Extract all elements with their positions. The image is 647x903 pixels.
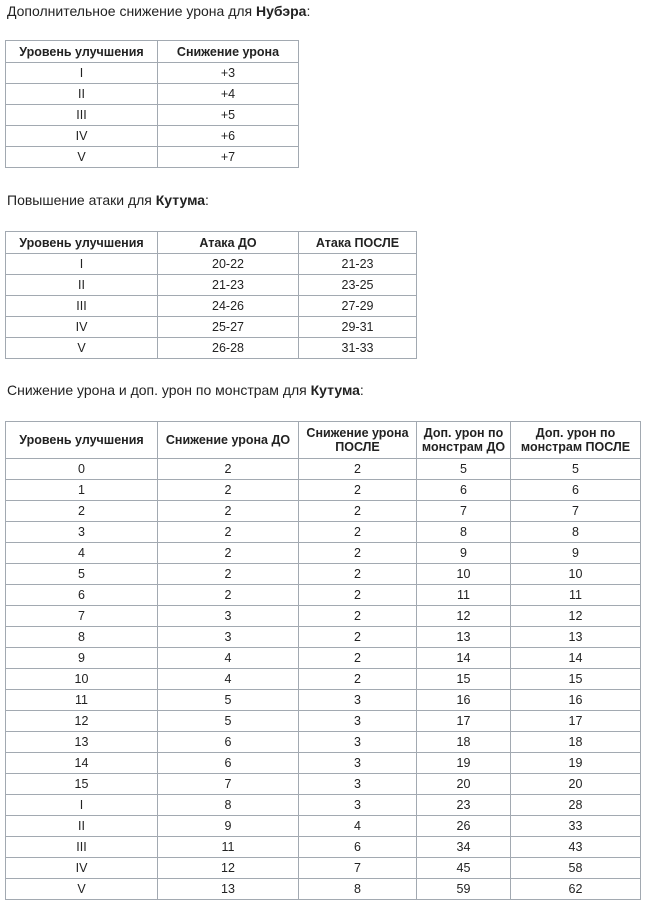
table-cell: 2 — [299, 606, 417, 627]
table-row — [6, 480, 641, 501]
table-cell: +6 — [158, 126, 299, 147]
table-row — [6, 317, 417, 338]
table-cell: +5 — [158, 105, 299, 126]
table-row — [6, 275, 417, 296]
table-cell: 4 — [6, 543, 158, 564]
table-row — [6, 105, 299, 126]
table-row — [6, 879, 641, 900]
table-cell: IV — [6, 317, 158, 338]
table-cell: 11 — [511, 585, 641, 606]
column-header: Уровень улучшения — [6, 422, 158, 459]
table-cell: 3 — [158, 627, 299, 648]
section1-heading-colon: : — [306, 3, 311, 19]
table-cell: 2 — [158, 543, 299, 564]
table-cell: 5 — [6, 564, 158, 585]
table-row — [6, 63, 299, 84]
table-cell: 13 — [417, 627, 511, 648]
table-cell: 18 — [511, 732, 641, 753]
table-cell: +3 — [158, 63, 299, 84]
table-row — [6, 627, 641, 648]
table-cell: 2 — [299, 501, 417, 522]
table-cell: II — [6, 816, 158, 837]
table-row — [6, 585, 641, 606]
table-cell: 9 — [417, 543, 511, 564]
table-cell: 62 — [511, 879, 641, 900]
table-row — [6, 774, 641, 795]
table-cell: 6 — [158, 753, 299, 774]
table-cell: 15 — [511, 669, 641, 690]
table-cell: 3 — [6, 522, 158, 543]
table-cell: 5 — [511, 459, 641, 480]
table-row — [6, 84, 299, 105]
table-cell: I — [6, 254, 158, 275]
table-cell: 8 — [511, 522, 641, 543]
table-cell: 12 — [158, 858, 299, 879]
table-row — [6, 858, 641, 879]
table-cell: +4 — [158, 84, 299, 105]
table-cell: 2 — [299, 459, 417, 480]
table-cell: 43 — [511, 837, 641, 858]
table-cell: 6 — [417, 480, 511, 501]
table-cell: 34 — [417, 837, 511, 858]
table-cell: 8 — [158, 795, 299, 816]
table-cell: 2 — [158, 480, 299, 501]
table-cell: 2 — [299, 627, 417, 648]
table-cell: 5 — [158, 711, 299, 732]
table-cell: 7 — [417, 501, 511, 522]
table-cell: IV — [6, 858, 158, 879]
table-cell: 5 — [417, 459, 511, 480]
table-cell: 21-23 — [158, 275, 299, 296]
table-cell: 23-25 — [299, 275, 417, 296]
table-cell: 2 — [299, 543, 417, 564]
table-cell: IV — [6, 126, 158, 147]
table-cell: 2 — [158, 501, 299, 522]
table-cell: 16 — [511, 690, 641, 711]
table-cell: 20 — [417, 774, 511, 795]
table-row — [6, 543, 641, 564]
section3-heading-text: Снижение урона и доп. урон по монстрам для — [7, 382, 311, 398]
table-row — [6, 816, 641, 837]
table-cell: 9 — [6, 648, 158, 669]
table-cell: 14 — [6, 753, 158, 774]
table-cell: 2 — [158, 564, 299, 585]
table-cell: V — [6, 147, 158, 168]
table-cell: 2 — [299, 648, 417, 669]
table-cell: 13 — [158, 879, 299, 900]
table-cell: 12 — [511, 606, 641, 627]
column-header: Снижение урона ДО — [158, 422, 299, 459]
table-cell: 11 — [6, 690, 158, 711]
table-cell: 2 — [6, 501, 158, 522]
section3-heading — [7, 382, 364, 398]
table-cell: 4 — [158, 669, 299, 690]
table-row — [6, 338, 417, 359]
table-cell: 21-23 — [299, 254, 417, 275]
table-cell: 31-33 — [299, 338, 417, 359]
column-header: Доп. урон по монстрам ДО — [417, 422, 511, 459]
table-cell: 19 — [417, 753, 511, 774]
section2-heading-colon: : — [205, 192, 209, 208]
table-row — [6, 669, 641, 690]
table-cell: 2 — [158, 522, 299, 543]
table-cell: 8 — [6, 627, 158, 648]
section1-heading — [7, 3, 310, 19]
table-cell: 15 — [417, 669, 511, 690]
table-cell: III — [6, 296, 158, 317]
table-cell: 59 — [417, 879, 511, 900]
column-header: Доп. урон по монстрам ПОСЛЕ — [511, 422, 641, 459]
table-cell: 18 — [417, 732, 511, 753]
table-row — [6, 522, 641, 543]
table-cell: 26 — [417, 816, 511, 837]
column-header: Снижение урона — [158, 41, 299, 63]
section3-heading-colon: : — [359, 382, 364, 398]
table-cell: I — [6, 795, 158, 816]
section2-heading — [7, 192, 209, 208]
table-cell: 4 — [299, 816, 417, 837]
table-cell: 11 — [417, 585, 511, 606]
table-cell: 7 — [511, 501, 641, 522]
table-cell: 20-22 — [158, 254, 299, 275]
table-cell: 6 — [299, 837, 417, 858]
table-cell: 33 — [511, 816, 641, 837]
table-cell: 14 — [417, 648, 511, 669]
table-cell: 7 — [299, 858, 417, 879]
table-row — [6, 732, 641, 753]
table-cell: 16 — [417, 690, 511, 711]
table-cell: 0 — [6, 459, 158, 480]
table-cell: 27-29 — [299, 296, 417, 317]
section1-heading-text: Дополнительное снижение урона для — [7, 3, 256, 19]
table-cell: 13 — [6, 732, 158, 753]
section3-heading-name: Кутума — [310, 382, 360, 398]
table-cell: 2 — [158, 585, 299, 606]
table-cell: 2 — [299, 522, 417, 543]
table-cell: 3 — [299, 711, 417, 732]
table-cell: 1 — [6, 480, 158, 501]
table-cell: I — [6, 63, 158, 84]
table-cell: +7 — [158, 147, 299, 168]
table-cell: 12 — [417, 606, 511, 627]
table-row — [6, 711, 641, 732]
table-cell: 45 — [417, 858, 511, 879]
table-cell: 11 — [158, 837, 299, 858]
table-row — [6, 606, 641, 627]
table-row — [6, 837, 641, 858]
table-cell: 10 — [417, 564, 511, 585]
table-cell: 19 — [511, 753, 641, 774]
table-cell: 8 — [299, 879, 417, 900]
table-cell: 28 — [511, 795, 641, 816]
table-cell: 24-26 — [158, 296, 299, 317]
table-cell: 2 — [299, 480, 417, 501]
table-cell: 7 — [158, 774, 299, 795]
table-cell: 8 — [417, 522, 511, 543]
table-cell: 25-27 — [158, 317, 299, 338]
table-cell: II — [6, 84, 158, 105]
table-cell: 2 — [299, 564, 417, 585]
table-cell: 2 — [299, 669, 417, 690]
table-cell: 26-28 — [158, 338, 299, 359]
table-cell: V — [6, 338, 158, 359]
table-row — [6, 126, 299, 147]
column-header: Атака ДО — [158, 232, 299, 254]
nuber-damage-reduction-table — [5, 40, 299, 168]
table-cell: II — [6, 275, 158, 296]
table-row — [6, 147, 299, 168]
table-cell: 2 — [299, 585, 417, 606]
column-header: Уровень улучшения — [6, 232, 158, 254]
table-cell: 5 — [158, 690, 299, 711]
table-cell: 3 — [299, 795, 417, 816]
section2-heading-name: Кутума — [155, 192, 206, 208]
kutum-attack-table — [5, 231, 417, 359]
table-cell: V — [6, 879, 158, 900]
table-cell: 3 — [299, 690, 417, 711]
table-row — [6, 501, 641, 522]
section2-heading-text: Повышение атаки для — [7, 192, 156, 208]
column-header: Атака ПОСЛЕ — [299, 232, 417, 254]
table-cell: 12 — [6, 711, 158, 732]
table-cell: III — [6, 105, 158, 126]
table-cell: 3 — [158, 606, 299, 627]
table-row — [6, 254, 417, 275]
table-cell: 17 — [511, 711, 641, 732]
table-cell: 9 — [511, 543, 641, 564]
table-cell: 6 — [158, 732, 299, 753]
table-cell: 10 — [511, 564, 641, 585]
table-cell: 15 — [6, 774, 158, 795]
table-row — [6, 296, 417, 317]
kutum-reduction-monster-damage-table — [5, 421, 641, 900]
table-cell: 2 — [158, 459, 299, 480]
table-cell: 3 — [299, 732, 417, 753]
table-cell: 29-31 — [299, 317, 417, 338]
table-cell: 6 — [511, 480, 641, 501]
table-cell: 23 — [417, 795, 511, 816]
table-cell: 3 — [299, 774, 417, 795]
table-cell: 14 — [511, 648, 641, 669]
column-header: Снижение урона ПОСЛЕ — [299, 422, 417, 459]
table-cell: 3 — [299, 753, 417, 774]
table-row — [6, 459, 641, 480]
table-row — [6, 753, 641, 774]
table-cell: 17 — [417, 711, 511, 732]
table-cell: 6 — [6, 585, 158, 606]
table-cell: 4 — [158, 648, 299, 669]
table-row — [6, 564, 641, 585]
table-cell: 20 — [511, 774, 641, 795]
table-cell: 9 — [158, 816, 299, 837]
section1-heading-name: Нубэра — [256, 3, 307, 19]
table-row — [6, 648, 641, 669]
table-row — [6, 690, 641, 711]
table-row — [6, 795, 641, 816]
column-header: Уровень улучшения — [6, 41, 158, 63]
table-cell: 58 — [511, 858, 641, 879]
table-cell: 10 — [6, 669, 158, 690]
table-cell: 13 — [511, 627, 641, 648]
table-cell: III — [6, 837, 158, 858]
table-cell: 7 — [6, 606, 158, 627]
